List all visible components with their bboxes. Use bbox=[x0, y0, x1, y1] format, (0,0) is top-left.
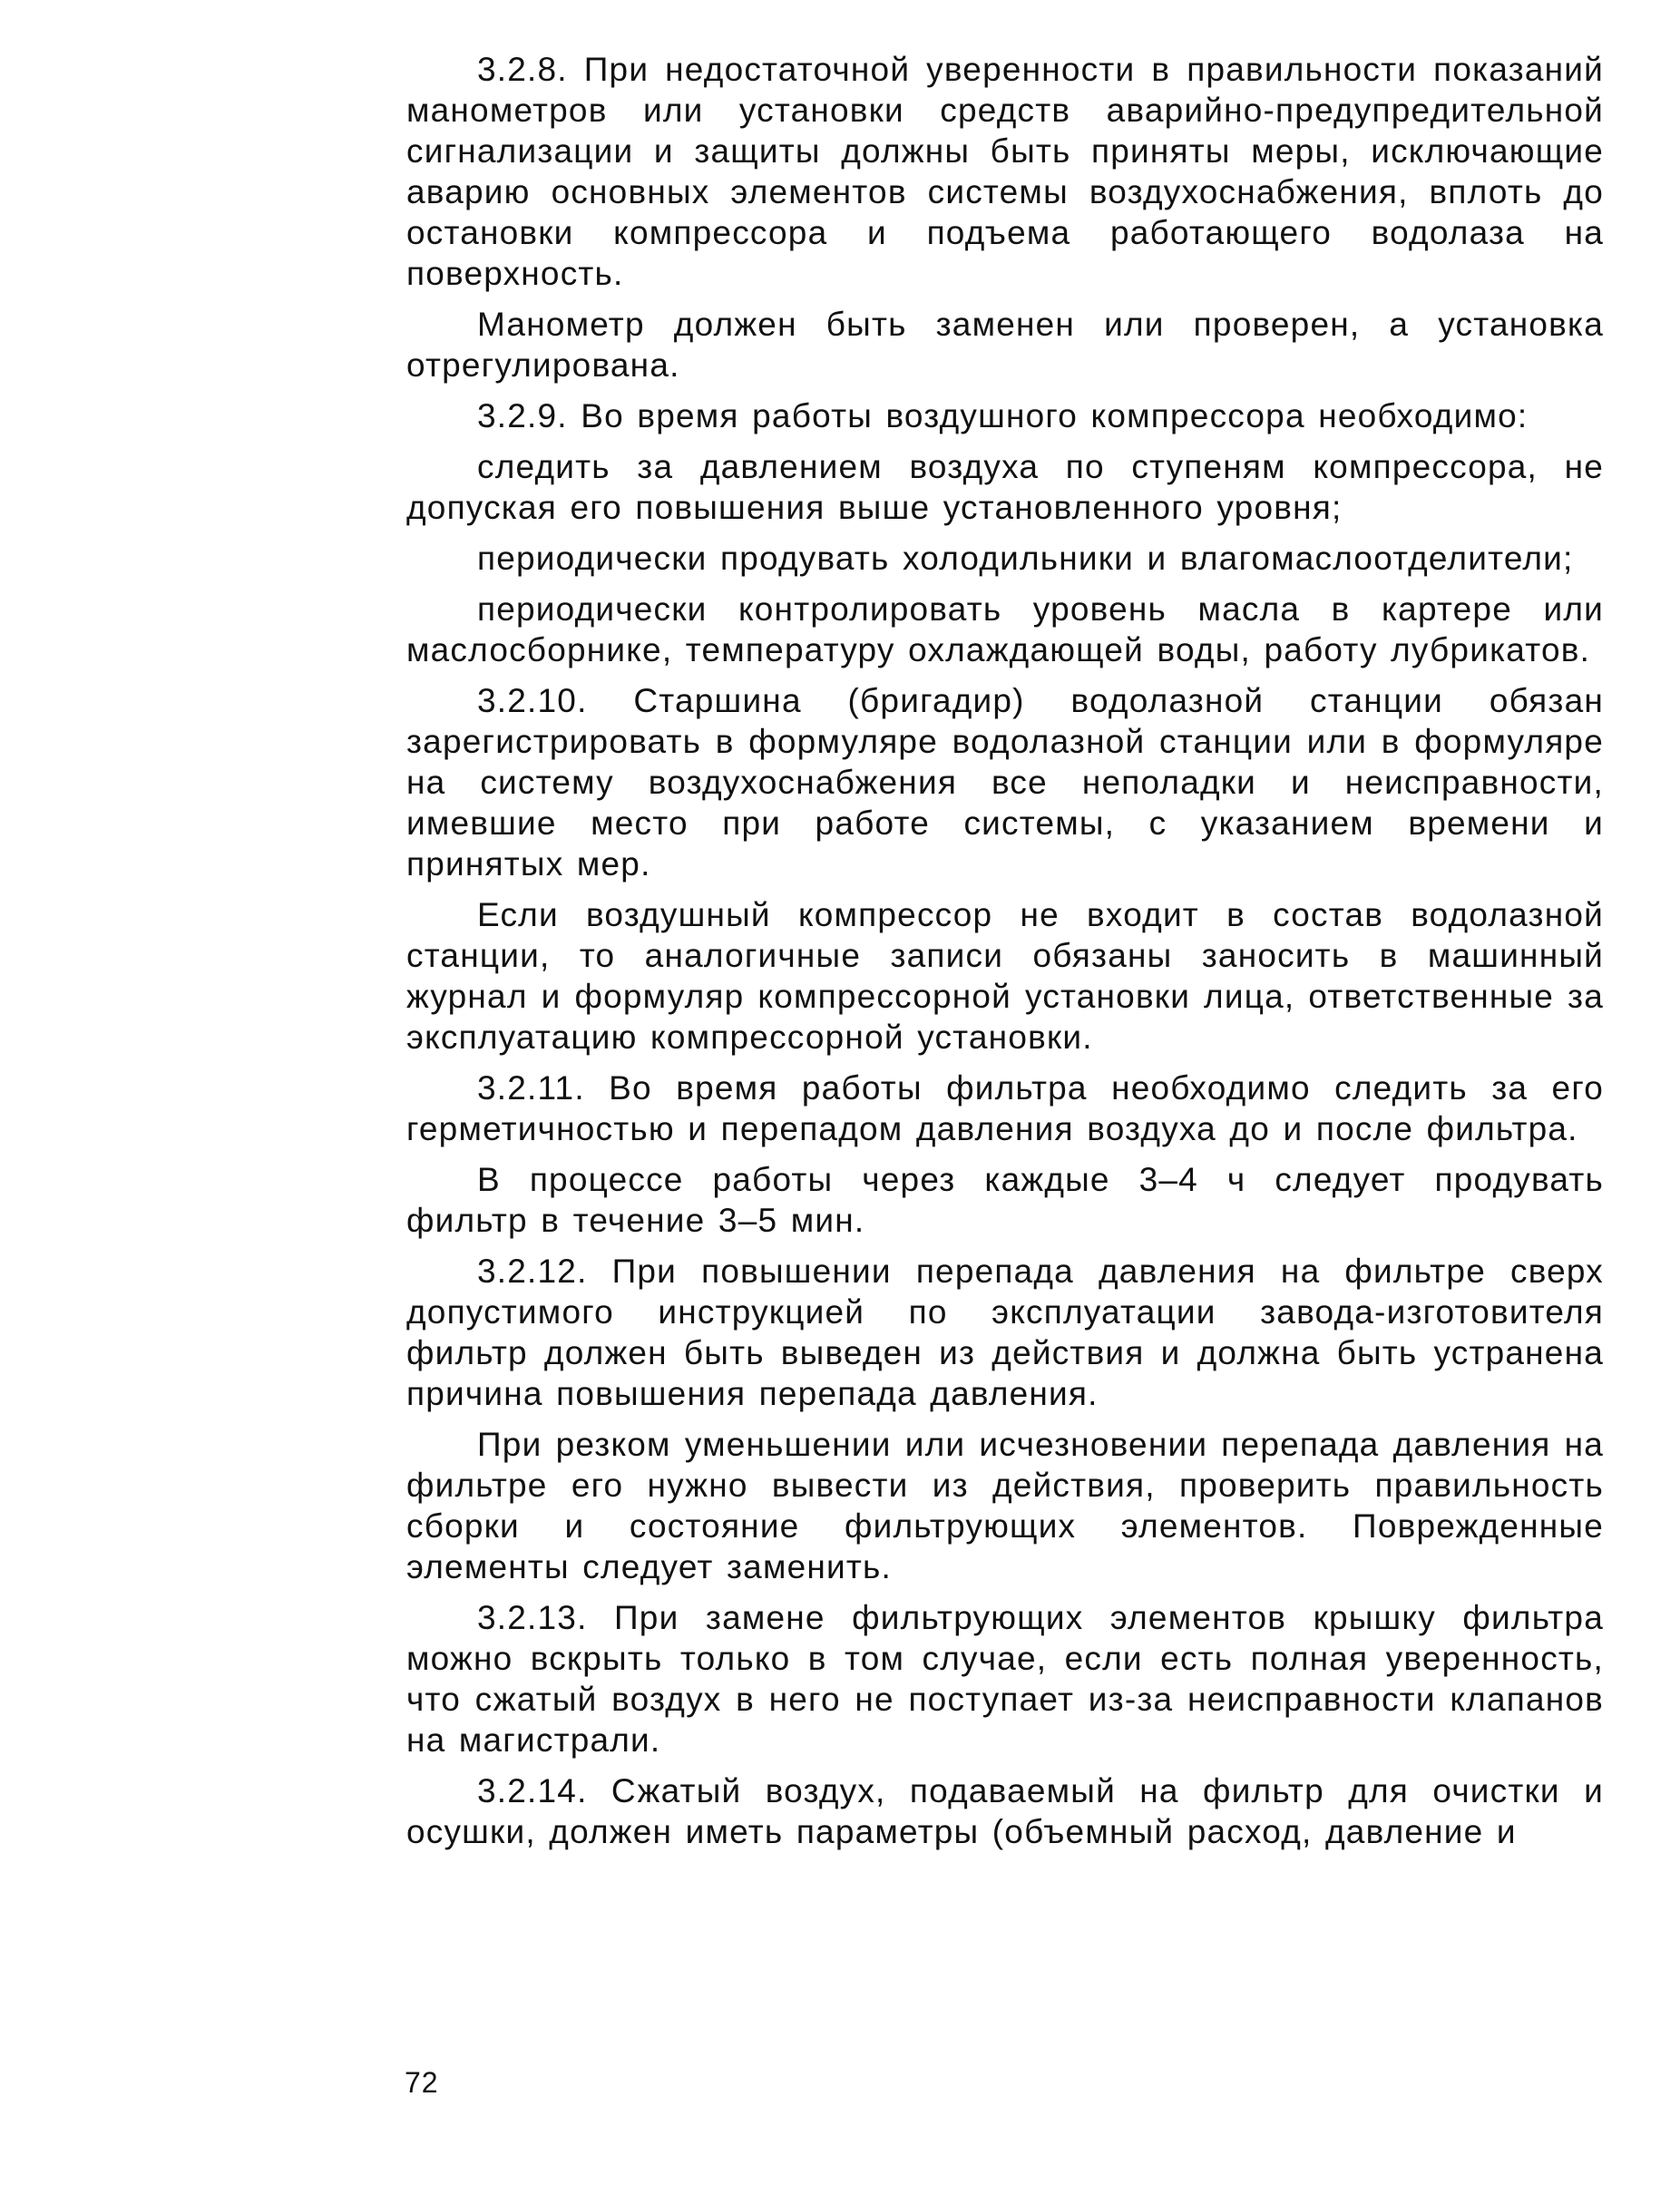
paragraph-3-2-12: 3.2.12. При повышении перепада давления на фильтре сверх допустимого инструкцией по эксплуатации завода-изготовителя фильтр должен быть выведен из действия и должна быть устранена причина повышения перепада давления. bbox=[406, 1253, 1604, 1412]
paragraph-3-2-9: 3.2.9. Во время работы воздушного компрессора необходимо: bbox=[477, 397, 1529, 434]
paragraph-3-2-14: 3.2.14. Сжатый воздух, подаваемый на фильтр для очистки и осушки, должен иметь параметры (объемный расход, давление и bbox=[406, 1772, 1604, 1850]
paragraph-compressor-log: Если воздушный компрессор не входит в состав водолазной станции, то аналогичные записи обязаны заносить в машинный журнал и формуляр компрессорной установки лица, ответственные за эксплуатацию компрессорной установки. bbox=[406, 896, 1604, 1056]
paragraph-filter-purge: В процессе работы через каждые 3–4 ч следует продувать фильтр в течение 3–5 мин. bbox=[406, 1161, 1604, 1239]
paragraph-3-2-13: 3.2.13. При замене фильтрующих элементов крышку фильтра можно вскрыть только в том случае, если есть полная уверенность, что сжатый воздух в него не поступает из-за неисправности клапанов на магистрали. bbox=[406, 1599, 1604, 1759]
paragraph-3-2-10: 3.2.10. Старшина (бригадир) водолазной станции обязан зарегистрировать в формуляре водолазной станции или в формуляре на систему воздухоснабжения все неполадки и неисправности, имевшие место при работе системы, с указанием времени и принятых мер. bbox=[406, 682, 1604, 883]
page-number: 72 bbox=[405, 2066, 439, 2099]
list-item-pressure-monitoring: следить за давлением воздуха по ступеням компрессора, не допуская его повышения выше установленного уровня; bbox=[406, 448, 1604, 526]
paragraph-pressure-drop-loss: При резком уменьшении или исчезновении перепада давления на фильтре его нужно вывести из действия, проверить правильность сборки и состояние фильтрующих элементов. Поврежденные элементы следует заменить. bbox=[406, 1426, 1604, 1585]
paragraph-3-2-8: 3.2.8. При недостаточной уверенности в правильности показаний манометров или установки средств аварийно-предупредительной сигнализации и защиты должны быть приняты меры, исключающие аварию основных элементов системы воздухоснабжения, вплоть до остановки компрессора и подъема работающего водолаза на поверхность. bbox=[406, 51, 1604, 292]
paragraph-3-2-11: 3.2.11. Во время работы фильтра необходимо следить за его герметичностью и перепадом давления воздуха до и после фильтра. bbox=[406, 1069, 1604, 1147]
document-body bbox=[406, 49, 1604, 1862]
list-item-purge-coolers: периодически продувать холодильники и влагомаслоотделители; bbox=[477, 540, 1574, 577]
list-item-oil-level-control: периодически контролировать уровень масла в картере или маслосборнике, температуру охлаждающей воды, работу лубрикатов. bbox=[406, 590, 1604, 668]
paragraph-manometer-replacement: Манометр должен быть заменен или проверен, а установка отрегулирована. bbox=[406, 306, 1604, 384]
